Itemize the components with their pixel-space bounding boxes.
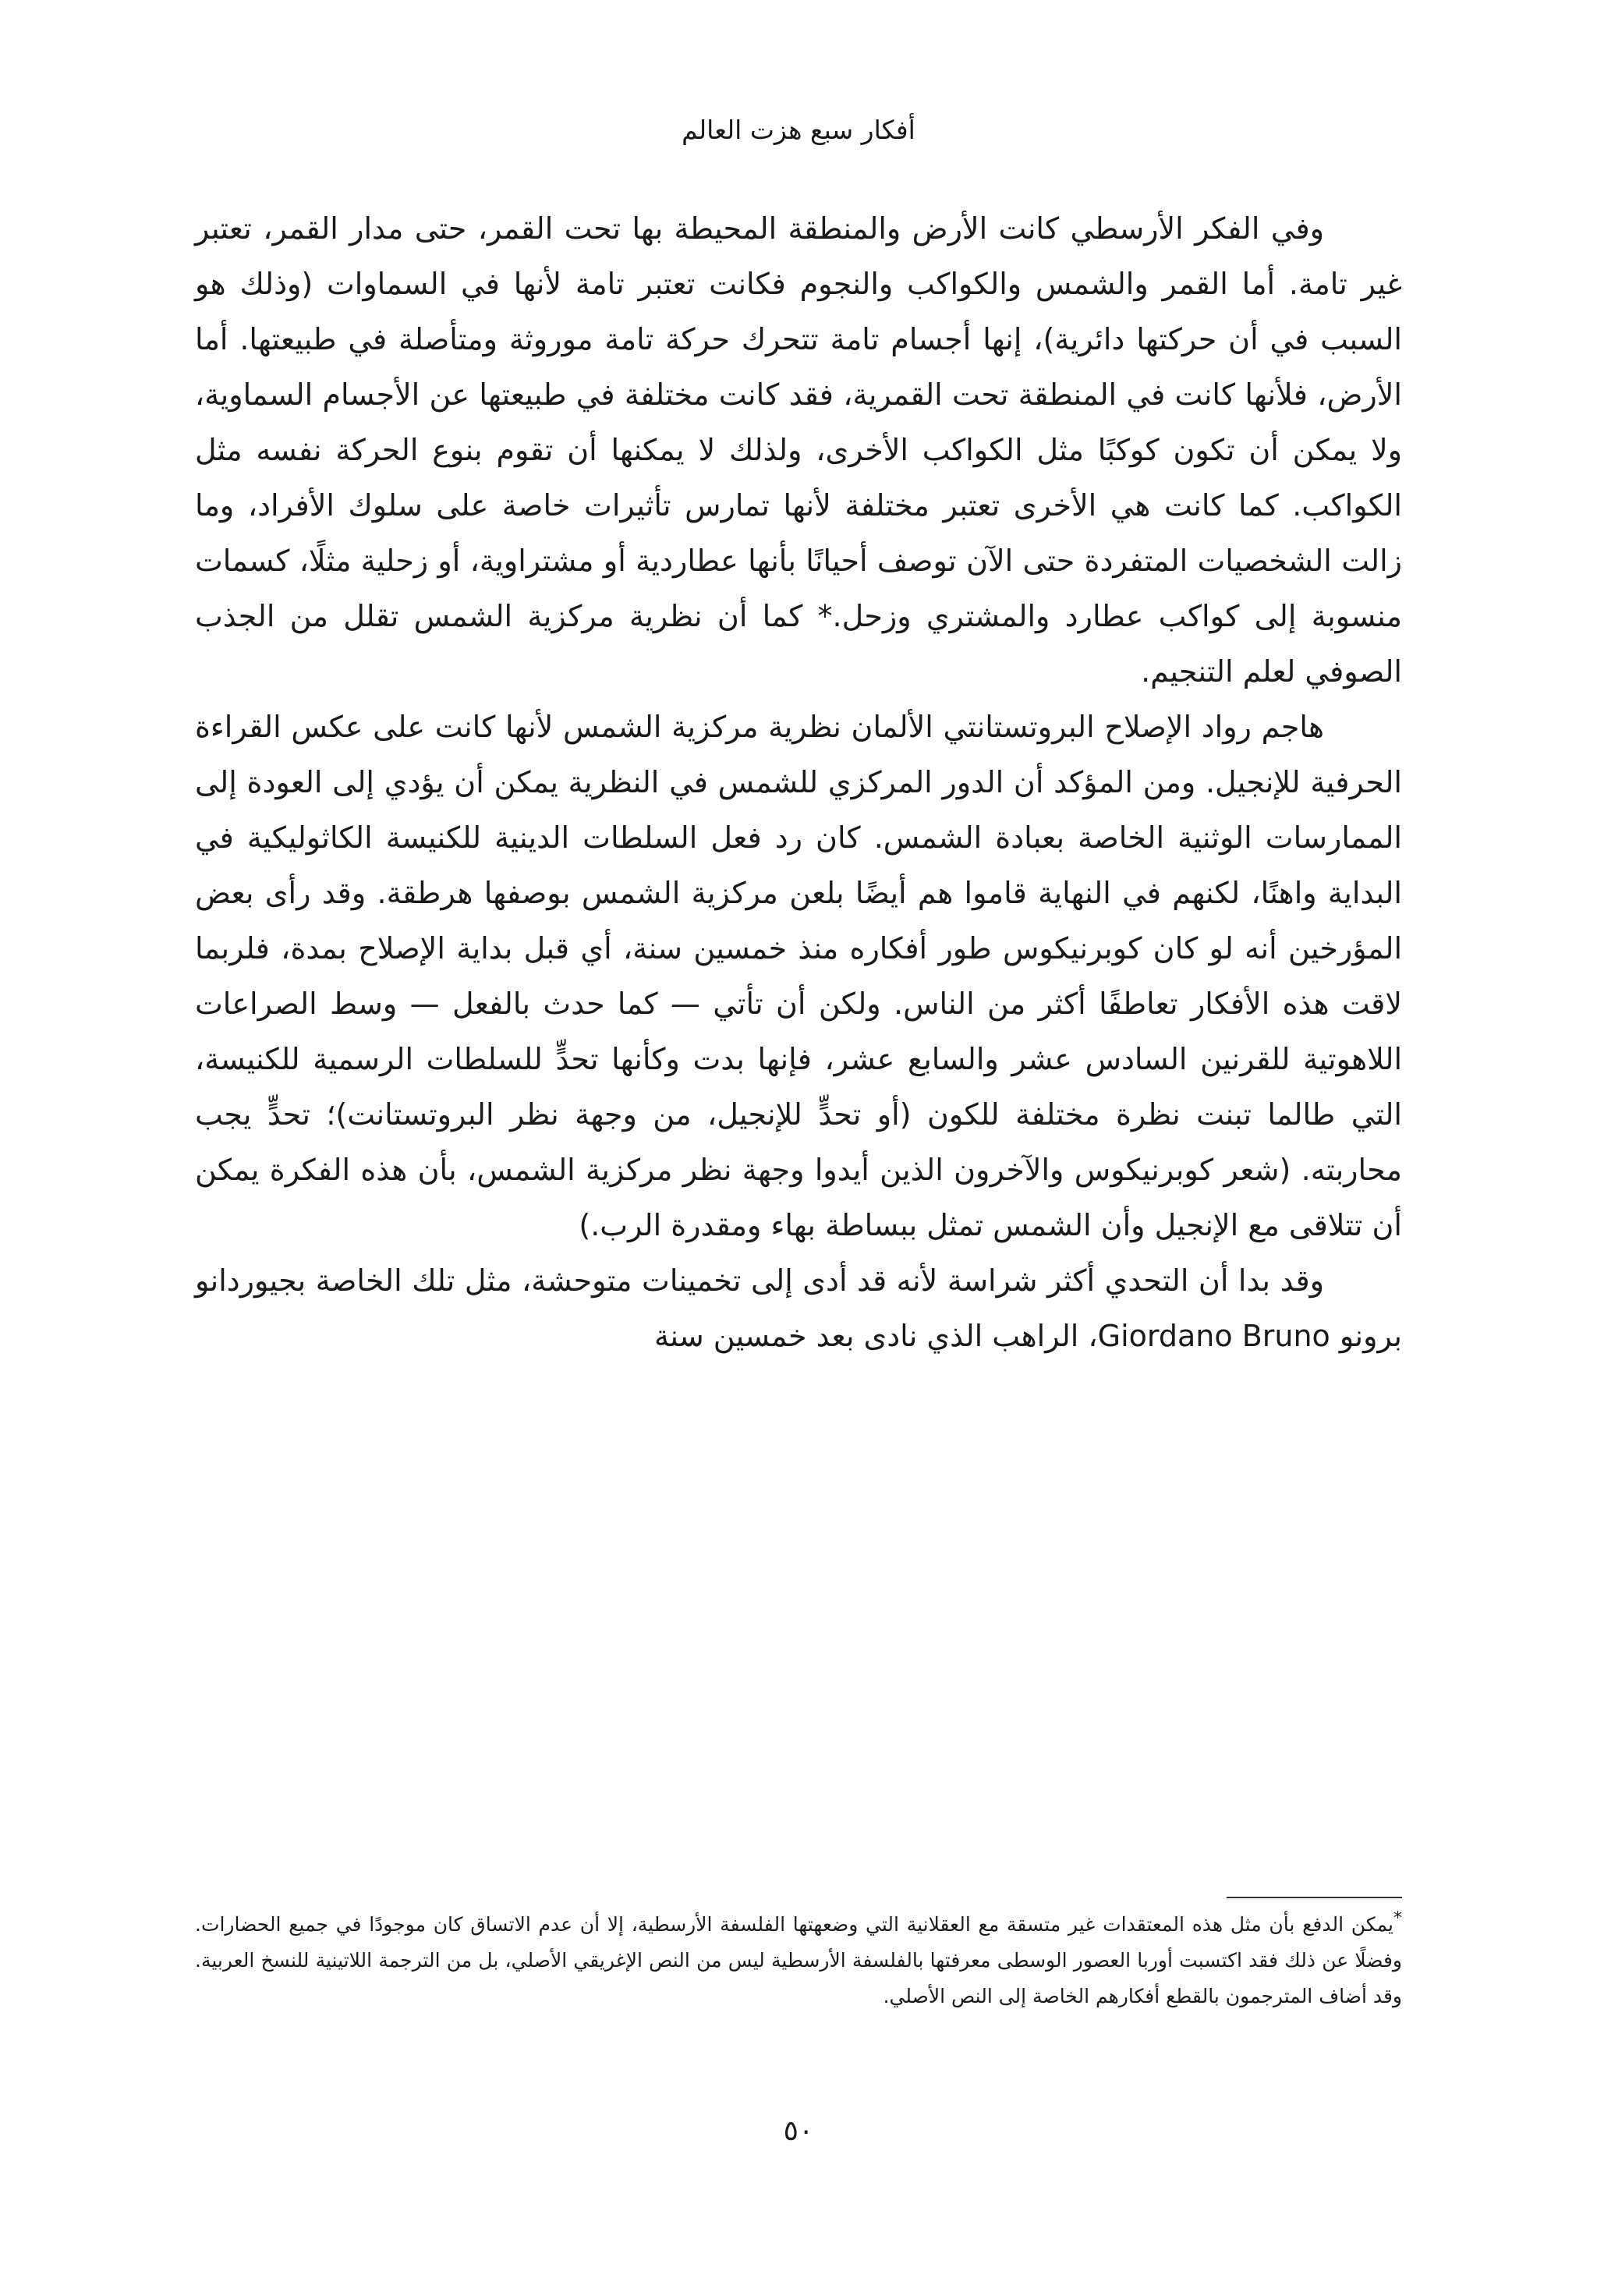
running-title: أفكار سبع هزت العالم — [682, 115, 915, 145]
body-text — [195, 201, 1402, 1364]
paragraph-1: وفي الفكر الأرسطي كانت الأرض والمنطقة المحيطة بها تحت القمر، حتى مدار القمر، تعتبر غير تامة. أما القمر والشمس والكواكب والنجوم فكانت تعتبر تامة لأنها في السماوات (وذلك هو السبب في أن حركتها دائرية)، إنها أجسام تامة تتحرك حركة تامة موروثة ومتأصلة في طبيعتها. أما الأرض، فلأنها كانت في المنطقة تحت القمرية، فقد كانت مختلفة في طبيعتها عن الأجسام السماوية، ولا يمكن أن تكون كوكبًا مثل الكواكب الأخرى، ولذلك لا يمكنها أن تقوم بنوع الحركة نفسه مثل الكواكب. كما كانت هي الأخرى تعتبر مختلفة لأنها تمارس تأثيرات خاصة على سلوك الأفراد، وما زالت الشخصيات المتفردة حتى الآن توصف أحيانًا بأنها عطاردية أو مشتراوية، أو زحلية مثلًا، كسمات منسوبة إلى كواكب عطارد والمشتري وزحل.* كما أن نظرية مركزية الشمس تقلل من الجذب الصوفي لعلم التنجيم. — [195, 211, 1402, 689]
footnote — [195, 1907, 1402, 2014]
paragraph-3 — [195, 1253, 1402, 1364]
footnote-marker: * — [1393, 1908, 1402, 1929]
paragraph-2: هاجم رواد الإصلاح البروتستانتي الألمان نظرية مركزية الشمس لأنها كانت على عكس القراءة الحرفية للإنجيل. ومن المؤكد أن الدور المركزي للشمس في النظرية يمكن أن يؤدي إلى العودة إلى الممارسات الوثنية الخاصة بعبادة الشمس. كان رد فعل السلطات الدينية للكنيسة الكاثوليكية في البداية واهنًا، لكنهم في النهاية قاموا هم أيضًا بلعن مركزية الشمس بوصفها هرطقة. وقد رأى بعض المؤرخين أنه لو كان كوبرنيكوس طور أفكاره منذ خمسين سنة، أي قبل بداية الإصلاح بمدة، فلربما لاقت هذه الأفكار تعاطفًا أكثر من الناس. ولكن أن تأتي — كما حدث بالفعل — وسط الصراعات اللاهوتية للقرنين السادس عشر والسابع عشر، فإنها بدت وكأنها تحدٍّ للسلطات الرسمية للكنيسة، التي طالما تبنت نظرة مختلفة للكون (أو تحدٍّ للإنجيل، من وجهة نظر البروتستانت)؛ تحدٍّ يجب محاربته. (شعر كوبرنيكوس والآخرون الذين أيدوا وجهة نظر مركزية الشمس، بأن هذه الفكرة يمكن أن تتلاقى مع الإنجيل وأن الشمس تمثل ببساطة بهاء ومقدرة الرب.) — [195, 710, 1402, 1242]
paragraph-3-text-start: وقد بدا أن التحدي أكثر شراسة لأنه قد أدى إلى تخمينات متوحشة، مثل تلك الخاصة بجيوردانو برونو — [195, 1263, 1402, 1353]
footnote-text: يمكن الدفع بأن مثل هذه المعتقدات غير متسقة مع العقلانية التي وضعهتها الفلسفة الأرسطية، إلا أن عدم الاتساق كان موجودًا في جميع الحضارات. وفضلًا عن ذلك فقد اكتسبت أوربا العصور الوسطى معرفتها بالفلسفة الأرسطية ليس من النص الإغريقي الأصلي، بل من الترجمة اللاتينية للنسخ العربية. وقد أضاف المترجمون بالقطع أفكارهم الخاصة إلى النص الأصلي. — [195, 1913, 1402, 2007]
footnote-divider — [1227, 1897, 1402, 1898]
latin-name: Giordano Bruno — [1097, 1319, 1330, 1353]
page-number: ٥٠ — [783, 2115, 814, 2147]
paragraph-3-text-end: ، الراهب الذي نادى بعد خمسين سنة — [653, 1319, 1098, 1353]
